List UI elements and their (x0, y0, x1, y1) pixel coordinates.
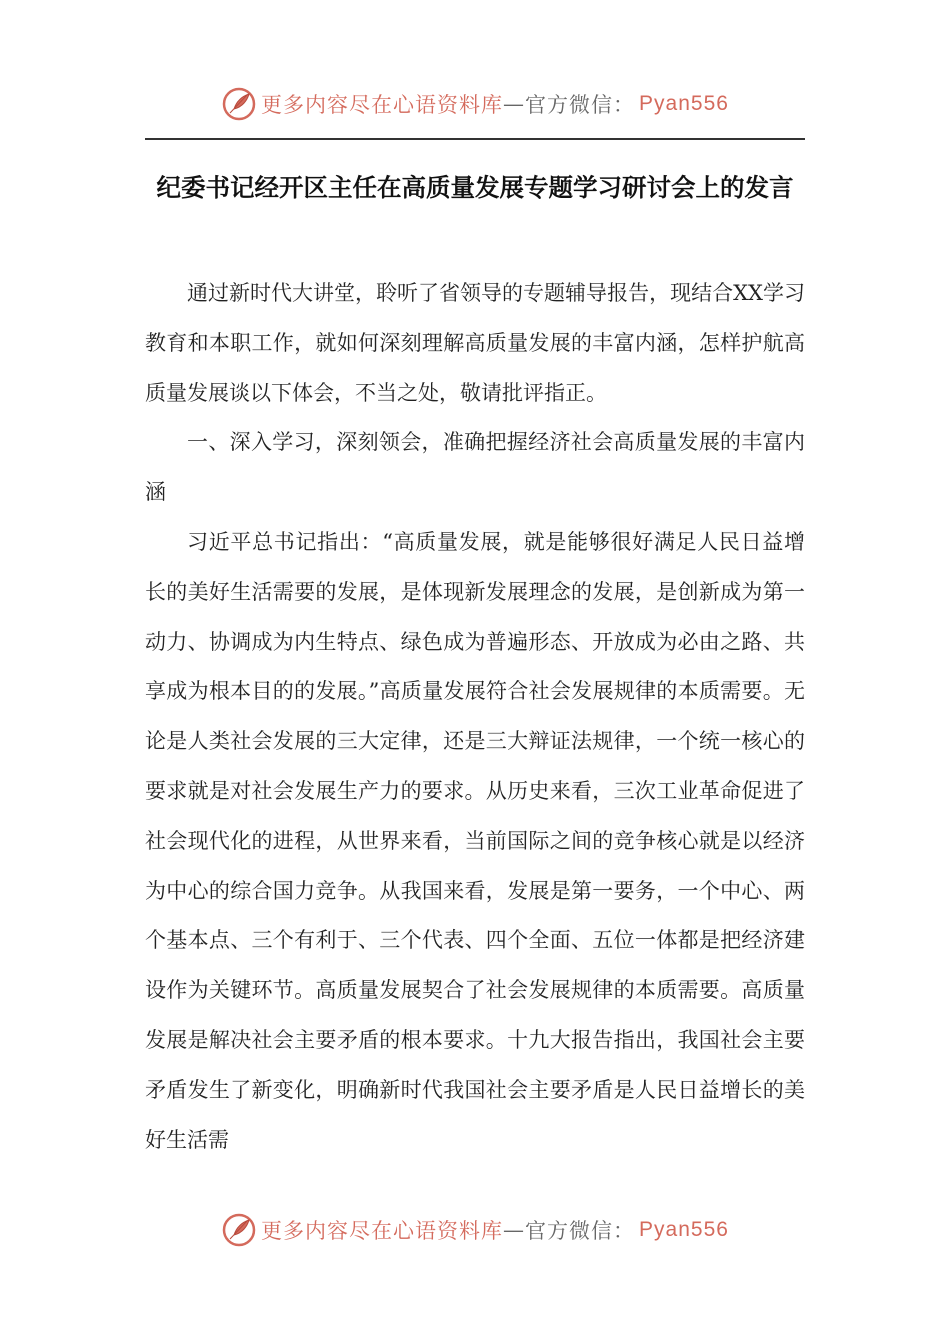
document-body (145, 269, 805, 1165)
banner-label: 官方微信： (525, 1219, 636, 1243)
banner-dash: — (503, 92, 526, 116)
body-paragraph: 习近平总书记指出：“高质量发展，就是能够很好满足人民日益增长的美好生活需要的发展，是体现新发展理念的发展，是创新成为第一动力、协调成为内生特点、绿色成为普遍形态、开放成为必由之路、共享成为根本目的的发展。”高质量发展符合社会发展规律的本质需要。无论是人类社会发展的三大定律，还是三大辩证法规律，一个统一核心的要求就是对社会发展生产力的要求。从历史来看，三次工业革命促进了社会现代化的进程，从世界来看，当前国际之间的竞争核心就是以经济为中心的综合国力竞争。从我国来看，发展是第一要务，一个中心、两个基本点、三个有利于、三个代表、四个全面、五位一体都是把经济建设作为关键环节。高质量发展契合了社会发展规律的本质需要。高质量发展是解决社会主要矛盾的根本要求。十九大报告指出，我国社会主要矛盾发生了新变化，明确新时代我国社会主要矛盾是人民日益增长的美好生活需 (145, 529, 805, 1152)
banner-dash: — (503, 1218, 526, 1242)
header-divider (145, 138, 805, 140)
section-heading: 一、深入学习，深刻领会，准确把握经济社会高质量发展的丰富内涵 (145, 430, 805, 505)
feather-pen-icon (221, 86, 257, 122)
banner-main-text: 更多内容尽在心语资料库 (261, 1219, 504, 1243)
feather-pen-icon (221, 1212, 257, 1248)
header-banner (0, 82, 950, 126)
banner-wechat-id: Pyan556 (639, 1218, 729, 1241)
footer-banner (0, 1208, 950, 1252)
document-title: 纪委书记经开区主任在高质量发展专题学习研讨会上的发言 (156, 173, 794, 202)
banner-wechat-id: Pyan556 (639, 92, 729, 115)
banner-main-text: 更多内容尽在心语资料库 (261, 93, 504, 117)
body-paragraph: 通过新时代大讲堂，聆听了省领导的专题辅导报告，现结合XX学习教育和本职工作，就如何深刻理解高质量发展的丰富内涵，怎样护航高质量发展谈以下体会，不当之处，敬请批评指正。 (145, 281, 805, 405)
banner-label: 官方微信： (525, 93, 636, 117)
